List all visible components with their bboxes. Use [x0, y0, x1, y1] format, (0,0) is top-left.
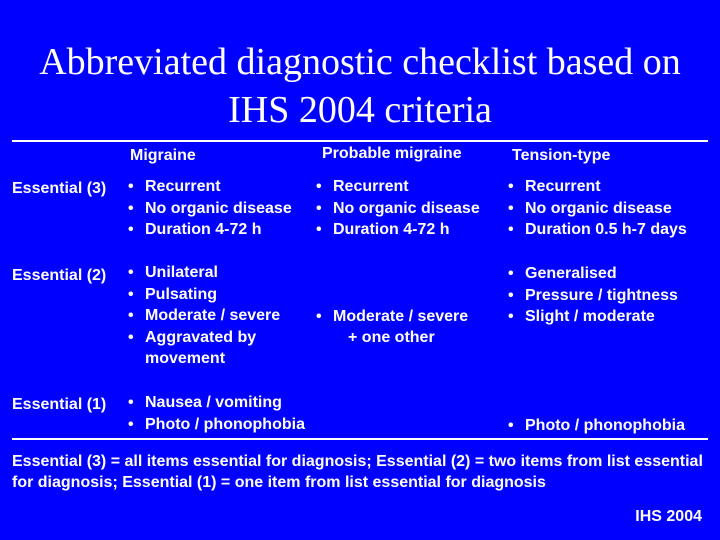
- title-line-2: IHS 2004 criteria: [228, 89, 492, 131]
- list-item: • Recurrent: [508, 176, 687, 198]
- essential-2-probable-list: [316, 306, 468, 328]
- list-item: • Generalised: [508, 263, 678, 285]
- bullet-icon: •: [128, 221, 134, 238]
- essential-3-probable-list: [316, 176, 480, 241]
- essential-3-tension-list: [508, 176, 687, 241]
- list-item: • Nausea / vomiting: [128, 392, 305, 414]
- row-label-essential-2: Essential (2): [12, 267, 107, 284]
- list-item: • No organic disease: [128, 198, 292, 220]
- title-line-1: Abbreviated diagnostic checklist based on: [39, 41, 681, 83]
- list-item: • Photo / phonophobia: [508, 415, 685, 437]
- source-citation: IHS 2004: [635, 508, 702, 525]
- essential-2-tension-list: [508, 263, 678, 328]
- bullet-icon: •: [316, 221, 322, 238]
- list-item: • No organic disease: [508, 198, 687, 220]
- column-header-tension-type: Tension-type: [512, 147, 611, 164]
- list-item: • Recurrent: [128, 176, 292, 198]
- bullet-icon: •: [508, 308, 514, 325]
- essential-3-migraine-list: [128, 176, 292, 241]
- list-item: • Pulsating: [128, 284, 280, 306]
- bullet-icon: •: [128, 285, 134, 303]
- column-header-migraine: Migraine: [130, 147, 196, 164]
- list-item: • Moderate / severe: [316, 306, 468, 328]
- bullet-icon: •: [128, 199, 134, 217]
- bullet-icon: •: [508, 265, 514, 282]
- slide-title: [0, 38, 720, 134]
- essential-2-migraine-list: [128, 262, 280, 370]
- bullet-icon: •: [128, 328, 134, 346]
- bullet-icon: •: [316, 199, 322, 217]
- column-header-probable-migraine: Probable migraine: [322, 145, 462, 162]
- probable-one-other: + one other: [348, 329, 435, 346]
- essential-1-tension-list: [508, 415, 685, 437]
- list-item: • Duration 4-72 h: [316, 219, 480, 241]
- list-item: • Slight / moderate: [508, 306, 678, 328]
- bullet-icon: •: [508, 417, 514, 434]
- list-item: • Recurrent: [316, 176, 480, 198]
- row-label-essential-3: Essential (3): [12, 180, 107, 197]
- list-item: • Duration 0.5 h-7 days: [508, 219, 687, 241]
- bullet-icon: •: [128, 394, 134, 411]
- bullet-icon: •: [128, 264, 134, 281]
- top-rule: [12, 140, 708, 142]
- list-item: • Photo / phonophobia: [128, 414, 305, 436]
- bullet-icon: •: [508, 286, 514, 304]
- bullet-icon: •: [128, 307, 134, 324]
- bullet-icon: •: [508, 178, 514, 195]
- list-item: • Moderate / severe: [128, 305, 280, 327]
- bullet-icon: •: [508, 221, 514, 238]
- bullet-icon: •: [128, 415, 134, 433]
- list-item: • Unilateral: [128, 262, 280, 284]
- list-item-continuation: movement: [145, 350, 226, 367]
- bullet-icon: •: [508, 199, 514, 217]
- bullet-icon: •: [316, 308, 322, 325]
- bullet-icon: •: [128, 178, 134, 195]
- list-item: • Pressure / tightness: [508, 285, 678, 307]
- footnote: Essential (3) = all items essential for diagnosis; Essential (2) = two items from list essential for diagnosis; Essential (1) = one item from list essential for diagnosis: [12, 453, 703, 491]
- bottom-rule: [12, 438, 708, 440]
- essential-1-migraine-list: [128, 392, 305, 435]
- bullet-icon: •: [316, 178, 322, 195]
- list-item: • Aggravated by: [128, 327, 280, 349]
- list-item: • No organic disease: [316, 198, 480, 220]
- list-item: • Duration 4-72 h: [128, 219, 292, 241]
- row-label-essential-1: Essential (1): [12, 396, 107, 413]
